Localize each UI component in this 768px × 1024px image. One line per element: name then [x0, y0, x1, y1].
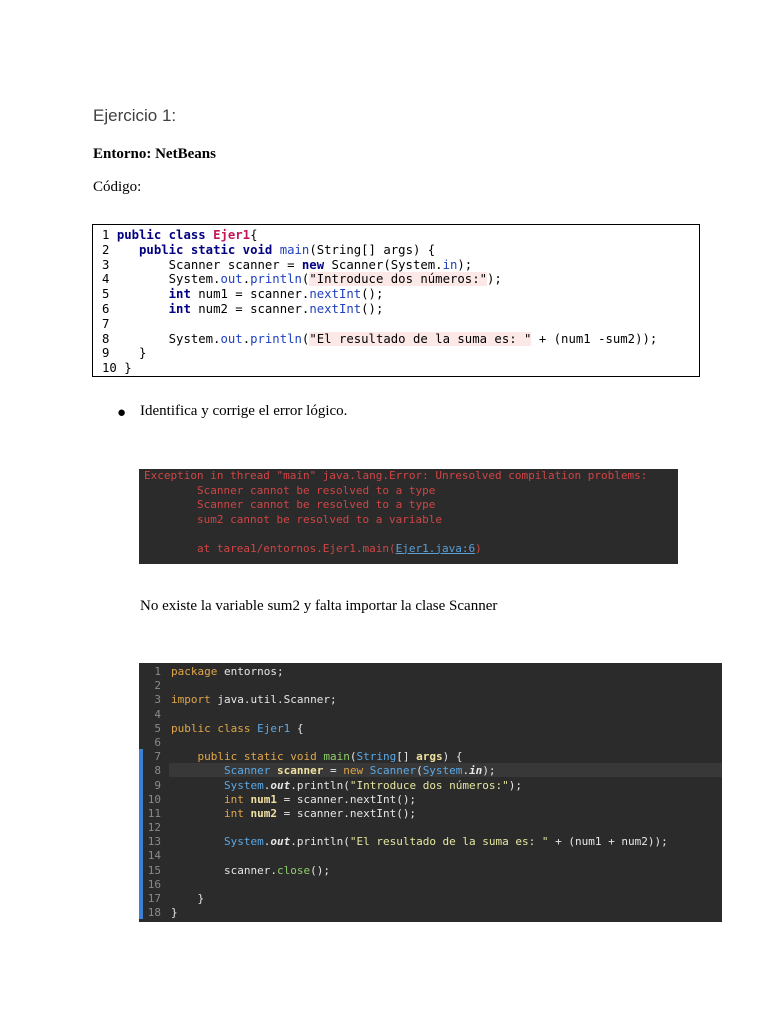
ide-line-number: 3 — [154, 693, 161, 707]
code-token: Scanner scanner = — [116, 257, 302, 272]
code-token: ( — [301, 331, 310, 346]
code-token: ); — [457, 257, 473, 272]
ide-code-line — [171, 708, 668, 722]
error-console-screenshot — [139, 469, 678, 564]
ide-code-line: package entornos; — [171, 665, 284, 678]
ide-code-line: import java.util.Scanner; — [171, 693, 337, 707]
code-line-number: 5 — [102, 287, 117, 302]
code-token: System. — [116, 331, 221, 346]
code-token: (String[] args) { — [309, 242, 436, 257]
ide-code-line: scanner.close(); — [171, 863, 330, 877]
answer-text: No existe la variable sum2 y falta importar la clase Scanner — [140, 598, 498, 614]
ide-code-line — [171, 679, 668, 693]
code-token: main — [279, 242, 310, 257]
ide-line-number: 10 — [147, 792, 161, 806]
line-number-gutter — [139, 665, 163, 920]
ide-line-number: 15 — [147, 863, 161, 877]
ide-code-line: public class Ejer1 { — [171, 721, 304, 735]
ide-code-text — [171, 665, 668, 920]
code-token: { — [250, 228, 258, 242]
ide-code-line: public static void main(String[] args) { — [197, 750, 463, 764]
code-token: } — [124, 361, 132, 376]
code-line — [102, 361, 699, 376]
code-token: ( — [301, 272, 310, 287]
code-token — [117, 302, 169, 316]
code-token: "El resultado de la suma es: " — [309, 331, 532, 346]
ide-line-number: 11 — [147, 806, 161, 820]
code-line — [102, 272, 699, 287]
error-line: at tarea1/entornos.Ejer1.main(Ejer1.java:6) — [144, 541, 482, 555]
ide-line-number: 17 — [147, 892, 161, 905]
code-token: ); — [487, 272, 502, 287]
code-token: num2 = scanner. — [190, 301, 310, 316]
ide-line-number: 9 — [154, 778, 161, 792]
code-line-number: 1 — [102, 228, 117, 242]
ide-code-line: int num2 = scanner.nextInt(); — [223, 806, 417, 820]
error-line: Scanner cannot be resolved to a type — [144, 498, 436, 511]
ide-line-number: 6 — [154, 735, 161, 749]
code-line-number: 2 — [102, 242, 117, 257]
code-line-number: 10 — [102, 361, 125, 376]
code-token: (); — [361, 301, 384, 316]
error-line — [144, 527, 678, 542]
code-line — [102, 317, 699, 332]
code-token: public class — [116, 228, 214, 242]
code-token: "Introduce dos números:" — [309, 272, 488, 287]
code-token: int — [168, 301, 191, 316]
code-line — [102, 287, 699, 302]
code-token: (); — [361, 287, 384, 302]
error-line: Exception in thread "main" java.lang.Error: Unresolved compilation problems: — [144, 469, 648, 482]
ide-code-line — [171, 849, 668, 863]
ide-code-line: System.out.println("Introduce dos números:"); — [223, 778, 523, 792]
code-label: Código: — [93, 179, 142, 195]
ide-line-number: 4 — [154, 707, 161, 721]
code-token: + (num1 -sum2)); — [531, 331, 658, 346]
code-token: out — [220, 272, 243, 287]
code-line-number: 3 — [102, 257, 117, 272]
code-token: } — [116, 346, 147, 361]
code-token: num1 = scanner. — [190, 287, 310, 302]
code-line-number: 8 — [102, 331, 117, 346]
environment-label: Entorno: NetBeans — [93, 146, 216, 162]
exercise-heading: Ejercicio 1: — [93, 106, 177, 125]
code-token: println — [250, 331, 302, 346]
ide-code-line — [171, 821, 668, 835]
code-token — [117, 287, 169, 301]
code-line-number: 4 — [102, 272, 117, 287]
ide-code-line: } — [171, 892, 205, 905]
code-token: public static void — [139, 242, 280, 257]
code-token: int — [168, 287, 191, 302]
code-token: new — [301, 257, 325, 272]
code-line — [102, 243, 699, 258]
task-instruction: Identifica y corrige el error lógico. — [140, 403, 348, 419]
code-token: Ejer1 — [213, 228, 251, 242]
code-line-number: 6 — [102, 301, 117, 316]
corrected-code-screenshot — [139, 663, 722, 922]
ide-line-number: 12 — [147, 821, 161, 835]
code-token — [117, 243, 139, 257]
code-line — [102, 302, 699, 317]
ide-code-line: } — [171, 906, 178, 920]
code-token: System. — [116, 272, 221, 287]
ide-code-line: System.out.println("El resultado de la suma es: " + (num1 + num2)); — [223, 835, 668, 849]
ide-line-number: 18 — [147, 906, 161, 920]
ide-line-number: 8 — [154, 764, 161, 778]
error-source-link[interactable]: Ejer1.java:6 — [395, 541, 476, 555]
code-token: . — [242, 272, 251, 287]
code-token: nextInt — [309, 287, 362, 302]
original-code-block — [92, 224, 700, 377]
ide-code-line — [171, 736, 668, 750]
code-token: nextInt — [309, 301, 362, 316]
error-line: Scanner cannot be resolved to a type — [144, 483, 436, 497]
code-token: Scanner(System. — [324, 257, 443, 272]
error-line: sum2 cannot be resolved to a variable — [144, 512, 443, 526]
ide-code-line — [171, 878, 668, 892]
ide-line-number: 14 — [147, 849, 161, 863]
bullet-dot: ● — [117, 405, 127, 421]
code-line — [102, 332, 699, 347]
ide-line-number: 13 — [147, 835, 161, 849]
ide-line-number: 16 — [147, 877, 161, 891]
code-token: in — [442, 257, 458, 272]
ide-code-line: Scanner scanner = new Scanner(System.in); — [223, 764, 496, 778]
ide-code-line: int num1 = scanner.nextInt(); — [223, 792, 417, 806]
code-token: . — [242, 331, 251, 346]
ide-line-number: 1 — [154, 665, 161, 678]
code-line-number: 7 — [102, 316, 117, 331]
code-line — [102, 258, 699, 273]
code-token: out — [220, 331, 243, 346]
ide-line-number: 7 — [154, 750, 161, 764]
code-token: println — [250, 272, 302, 287]
code-line-number: 9 — [102, 346, 117, 361]
ide-line-number: 2 — [154, 679, 161, 693]
code-line — [102, 228, 699, 243]
code-line — [102, 346, 699, 361]
ide-line-number: 5 — [154, 721, 161, 735]
